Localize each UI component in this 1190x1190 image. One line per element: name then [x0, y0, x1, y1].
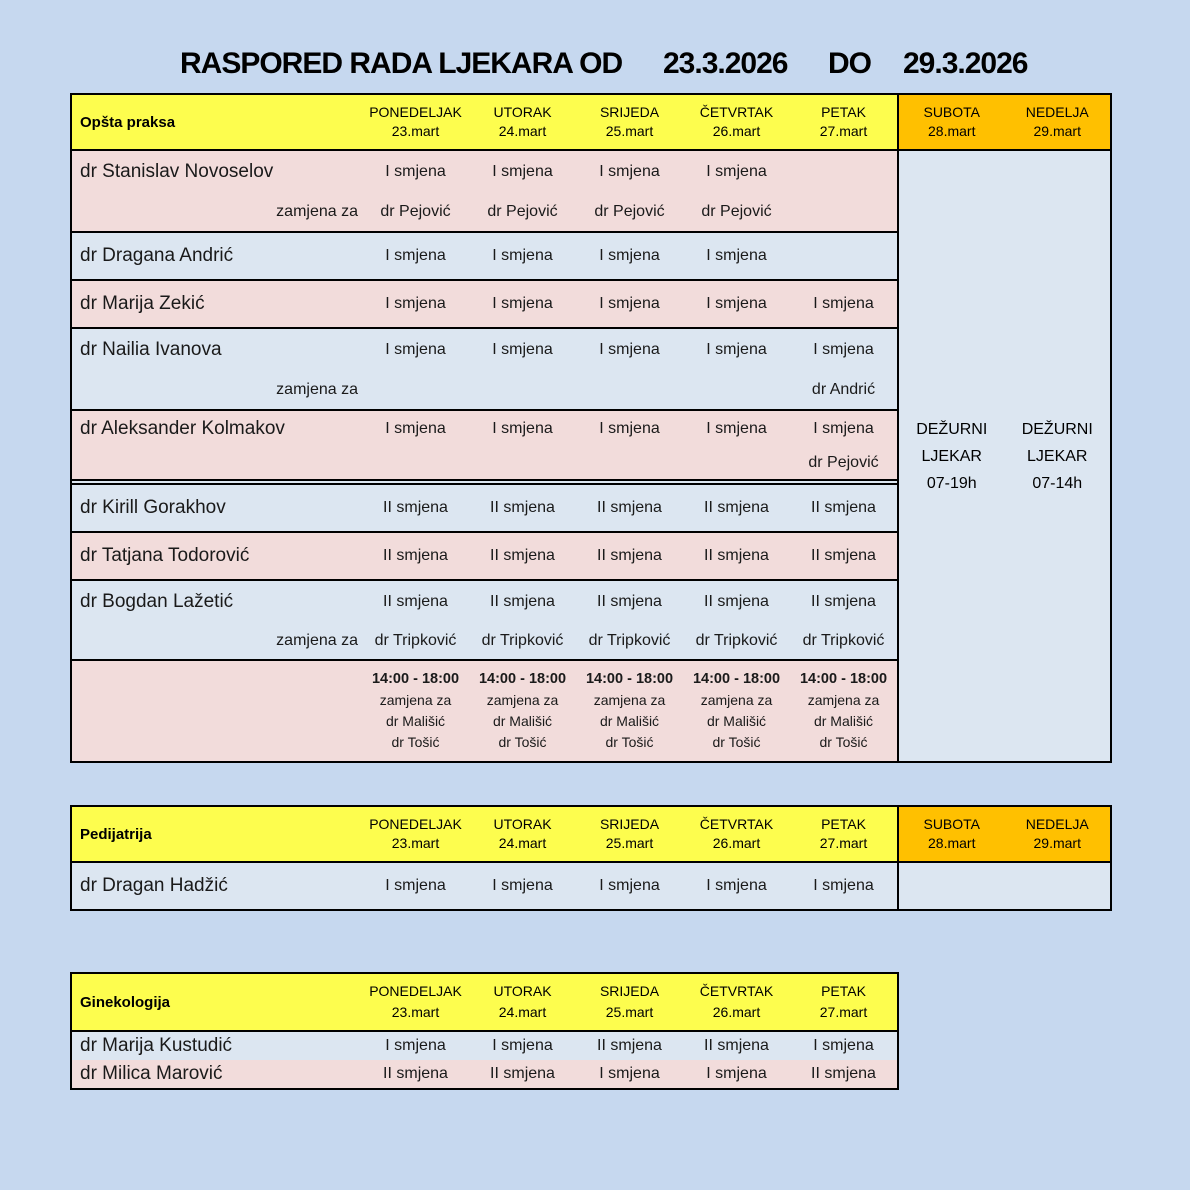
time-range: 14:00 - 18:00: [585, 671, 674, 687]
doctor-name: dr Stanislav Novoselov: [80, 161, 274, 182]
weekend-duty-block: [897, 151, 1110, 761]
shift-cell: II smjena: [704, 1037, 769, 1054]
shift-cell: I smjena: [599, 163, 660, 180]
duty-hours: 07-14h: [1032, 474, 1083, 492]
substitute-doctor: dr Tošić: [391, 734, 440, 750]
substitute-cell: dr Pejović: [701, 203, 772, 220]
shift-cell: I smjena: [706, 247, 767, 264]
shift-cell: II smjena: [811, 1065, 876, 1082]
day-name: PONEDELJAK: [369, 104, 462, 120]
substitute-doctor: dr Tošić: [819, 734, 868, 750]
shift-cell: II smjena: [597, 1037, 662, 1054]
day-date: 23.mart: [391, 835, 440, 851]
duty-hours: 07-19h: [926, 474, 977, 492]
doctor-name: dr Dragan Hadžić: [80, 875, 228, 896]
shift-cell: II smjena: [490, 1065, 555, 1082]
duty-line: LJEKAR: [1027, 447, 1088, 465]
day-date: 25.mart: [605, 1004, 654, 1020]
substitute-label: zamjena za: [486, 692, 559, 708]
day-date: 24.mart: [498, 1004, 547, 1020]
shift-cell: I smjena: [492, 295, 553, 312]
shift-cell: II smjena: [383, 1065, 448, 1082]
afternoon-cell: [683, 669, 790, 753]
substitute-cell: dr Tripković: [588, 631, 671, 649]
shift-cell: I smjena: [492, 247, 553, 264]
shift-cell: II smjena: [597, 499, 662, 516]
table-header: [72, 974, 897, 1032]
doctor-name: dr Kirill Gorakhov: [80, 497, 226, 518]
shift-cell: I smjena: [813, 1037, 874, 1054]
day-header: [469, 95, 576, 149]
shift-cell: I smjena: [813, 341, 874, 358]
day-date: 26.mart: [712, 835, 761, 851]
day-date: 27.mart: [819, 835, 868, 851]
doctor-name: dr Dragana Andrić: [80, 245, 234, 266]
day-date: 28.mart: [928, 123, 976, 139]
doctor-row: [72, 151, 897, 231]
day-name: UTORAK: [493, 983, 552, 999]
day-header: [576, 974, 683, 1030]
day-name: PETAK: [821, 104, 866, 120]
substitute-label: zamjena za: [593, 692, 666, 708]
shift-cell: I smjena: [706, 877, 767, 894]
shift-cell: I smjena: [706, 295, 767, 312]
doctor-row: [72, 863, 897, 909]
substitute-label: zamjena za: [379, 692, 452, 708]
shift-cell: I smjena: [385, 1037, 446, 1054]
day-name: PETAK: [821, 983, 866, 999]
doctor-name: dr Bogdan Lažetić: [80, 590, 234, 612]
shift-cell: I smjena: [706, 341, 767, 358]
day-name: NEDELJA: [1025, 104, 1089, 120]
weekend-header: [1005, 95, 1111, 149]
shift-cell: I smjena: [492, 163, 553, 180]
shift-cell: I smjena: [813, 295, 874, 312]
duty-line: DEŽURNI: [1021, 420, 1093, 438]
doctor-row: [72, 279, 897, 327]
table-header: [72, 807, 1110, 863]
day-header: [362, 95, 469, 149]
doctor-name: dr Tatjana Todorović: [80, 545, 250, 566]
shift-cell: II smjena: [704, 592, 769, 610]
shift-cell: I smjena: [385, 295, 446, 312]
day-name: SRIJEDA: [599, 983, 660, 999]
time-range: 14:00 - 18:00: [692, 671, 781, 687]
time-range: 14:00 - 18:00: [799, 671, 888, 687]
weekend-header: [899, 95, 1005, 149]
doctor-row: [72, 531, 897, 579]
doctor-row: [72, 409, 897, 479]
table-pedijatrija: [70, 805, 1112, 911]
afternoon-cell: [576, 669, 683, 753]
day-name: PONEDELJAK: [369, 816, 462, 832]
substitute-doctor: dr Mališić: [813, 713, 874, 729]
substitute-doctor: dr Mališić: [492, 713, 553, 729]
shift-cell: II smjena: [383, 547, 448, 564]
table-header: [72, 95, 1110, 151]
day-name: SUBOTA: [923, 104, 981, 120]
day-name: ČETVRTAK: [699, 983, 774, 999]
shift-cell: I smjena: [385, 877, 446, 894]
substitute-cell: dr Tripković: [481, 631, 564, 649]
substitute-cell: dr Pejović: [380, 203, 451, 220]
substitute-label: zamjena za: [276, 203, 358, 220]
time-range: 14:00 - 18:00: [371, 671, 460, 687]
afternoon-cell: [790, 669, 897, 753]
day-date: 23.mart: [391, 123, 440, 139]
afternoon-cell: [469, 669, 576, 753]
doctor-row: [72, 231, 897, 279]
shift-cell: I smjena: [492, 1037, 553, 1054]
doctor-row: [72, 579, 897, 659]
day-header: [683, 974, 790, 1030]
day-header: [469, 807, 576, 861]
substitute-doctor: dr Mališić: [385, 713, 446, 729]
shift-cell: I smjena: [599, 295, 660, 312]
substitute-label: zamjena za: [276, 631, 358, 649]
substitute-cell: dr Pejović: [487, 203, 558, 220]
shift-cell: I smjena: [599, 877, 660, 894]
substitute-label: zamjena za: [276, 381, 358, 398]
shift-cell: I smjena: [813, 877, 874, 894]
day-name: SRIJEDA: [599, 816, 660, 832]
afternoon-cell: [362, 669, 469, 753]
shift-cell: I smjena: [599, 1065, 660, 1082]
weekend-empty-cell: [897, 863, 1110, 909]
sunday-duty: [1005, 416, 1111, 497]
title-date-from: 23.3.2026: [663, 47, 788, 80]
page-title: [0, 47, 1190, 81]
doctor-row: [72, 1060, 897, 1088]
shift-cell: II smjena: [597, 547, 662, 564]
shift-cell: II smjena: [811, 547, 876, 564]
day-name: UTORAK: [493, 816, 552, 832]
day-date: 24.mart: [498, 123, 547, 139]
day-name: SRIJEDA: [599, 104, 660, 120]
shift-cell: II smjena: [383, 499, 448, 516]
day-name: PETAK: [821, 816, 866, 832]
day-date: 29.mart: [1033, 123, 1081, 139]
doctor-name: dr Marija Zekić: [80, 293, 205, 314]
day-date: 29.mart: [1033, 835, 1081, 851]
doctor-row: [72, 479, 897, 531]
title-separator: DO: [828, 47, 871, 80]
day-header: [683, 95, 790, 149]
doctor-row: [72, 1032, 897, 1060]
title-text: RASPORED RADA LJEKARA OD: [180, 47, 623, 80]
day-date: 27.mart: [819, 123, 868, 139]
substitute-doctor: dr Mališić: [599, 713, 660, 729]
substitute-cell: dr Tripković: [695, 631, 778, 649]
doctor-name: dr Aleksander Kolmakov: [80, 418, 285, 439]
shift-cell: I smjena: [599, 420, 660, 437]
substitute-cell: dr Tripković: [802, 631, 885, 649]
day-header: [362, 807, 469, 861]
day-date: 25.mart: [605, 835, 654, 851]
substitute-doctor: dr Tošić: [498, 734, 547, 750]
shift-cell: II smjena: [811, 592, 876, 610]
section-label: Ginekologija: [80, 993, 171, 1011]
day-name: PONEDELJAK: [369, 983, 462, 999]
shift-cell: I smjena: [706, 420, 767, 437]
doctor-name: dr Milica Marović: [80, 1063, 223, 1084]
duty-line: LJEKAR: [921, 447, 982, 465]
day-name: UTORAK: [493, 104, 552, 120]
day-date: 24.mart: [498, 835, 547, 851]
afternoon-shift-row: [72, 659, 897, 761]
day-header: [683, 807, 790, 861]
day-date: 23.mart: [391, 1004, 440, 1020]
day-header: [576, 95, 683, 149]
substitute-doctor: dr Tošić: [605, 734, 654, 750]
weekend-header: [1005, 807, 1111, 861]
doctor-name: dr Nailia Ivanova: [80, 339, 222, 360]
day-header: [790, 95, 897, 149]
shift-cell: II smjena: [811, 499, 876, 516]
duty-line: DEŽURNI: [916, 420, 988, 438]
weekend-header: [899, 807, 1005, 861]
doctor-row: [72, 327, 897, 409]
shift-cell: II smjena: [704, 547, 769, 564]
shift-cell: II smjena: [490, 592, 555, 610]
day-date: 27.mart: [819, 1004, 868, 1020]
section-label: Pedijatrija: [80, 825, 152, 843]
day-header: [576, 807, 683, 861]
title-date-to: 29.3.2026: [903, 47, 1028, 80]
shift-cell: I smjena: [492, 420, 553, 437]
day-name: NEDELJA: [1025, 816, 1089, 832]
day-name: ČETVRTAK: [699, 104, 774, 120]
day-header: [469, 974, 576, 1030]
shift-cell: I smjena: [385, 420, 446, 437]
shift-cell: I smjena: [599, 341, 660, 358]
substitute-cell: dr Andrić: [811, 381, 876, 398]
substitute-cell: dr Pejović: [808, 454, 879, 471]
substitute-doctor: dr Tošić: [712, 734, 761, 750]
shift-cell: I smjena: [599, 247, 660, 264]
day-date: 26.mart: [712, 1004, 761, 1020]
shift-cell: I smjena: [385, 163, 446, 180]
day-date: 25.mart: [605, 123, 654, 139]
day-header: [790, 807, 897, 861]
day-date: 26.mart: [712, 123, 761, 139]
shift-cell: I smjena: [813, 420, 874, 437]
substitute-label: zamjena za: [807, 692, 880, 708]
day-date: 28.mart: [928, 835, 976, 851]
substitute-label: zamjena za: [700, 692, 773, 708]
shift-cell: I smjena: [492, 877, 553, 894]
shift-cell: I smjena: [492, 341, 553, 358]
table-opsta-praksa: [70, 93, 1112, 763]
day-header: [790, 974, 897, 1030]
day-name: SUBOTA: [923, 816, 981, 832]
day-header: [362, 974, 469, 1030]
shift-cell: II smjena: [704, 499, 769, 516]
shift-cell: II smjena: [490, 547, 555, 564]
table-ginekologija: [70, 972, 899, 1090]
substitute-cell: dr Pejović: [594, 203, 665, 220]
shift-cell: I smjena: [706, 163, 767, 180]
section-label: Opšta praksa: [80, 113, 176, 131]
shift-cell: I smjena: [385, 341, 446, 358]
shift-cell: II smjena: [597, 592, 662, 610]
time-range: 14:00 - 18:00: [478, 671, 567, 687]
shift-cell: II smjena: [490, 499, 555, 516]
shift-cell: I smjena: [706, 1065, 767, 1082]
substitute-doctor: dr Mališić: [706, 713, 767, 729]
shift-cell: II smjena: [383, 592, 448, 610]
doctor-name: dr Marija Kustudić: [80, 1035, 233, 1056]
saturday-duty: [899, 416, 1005, 497]
day-name: ČETVRTAK: [699, 816, 774, 832]
shift-cell: I smjena: [385, 247, 446, 264]
substitute-cell: dr Tripković: [374, 631, 457, 649]
